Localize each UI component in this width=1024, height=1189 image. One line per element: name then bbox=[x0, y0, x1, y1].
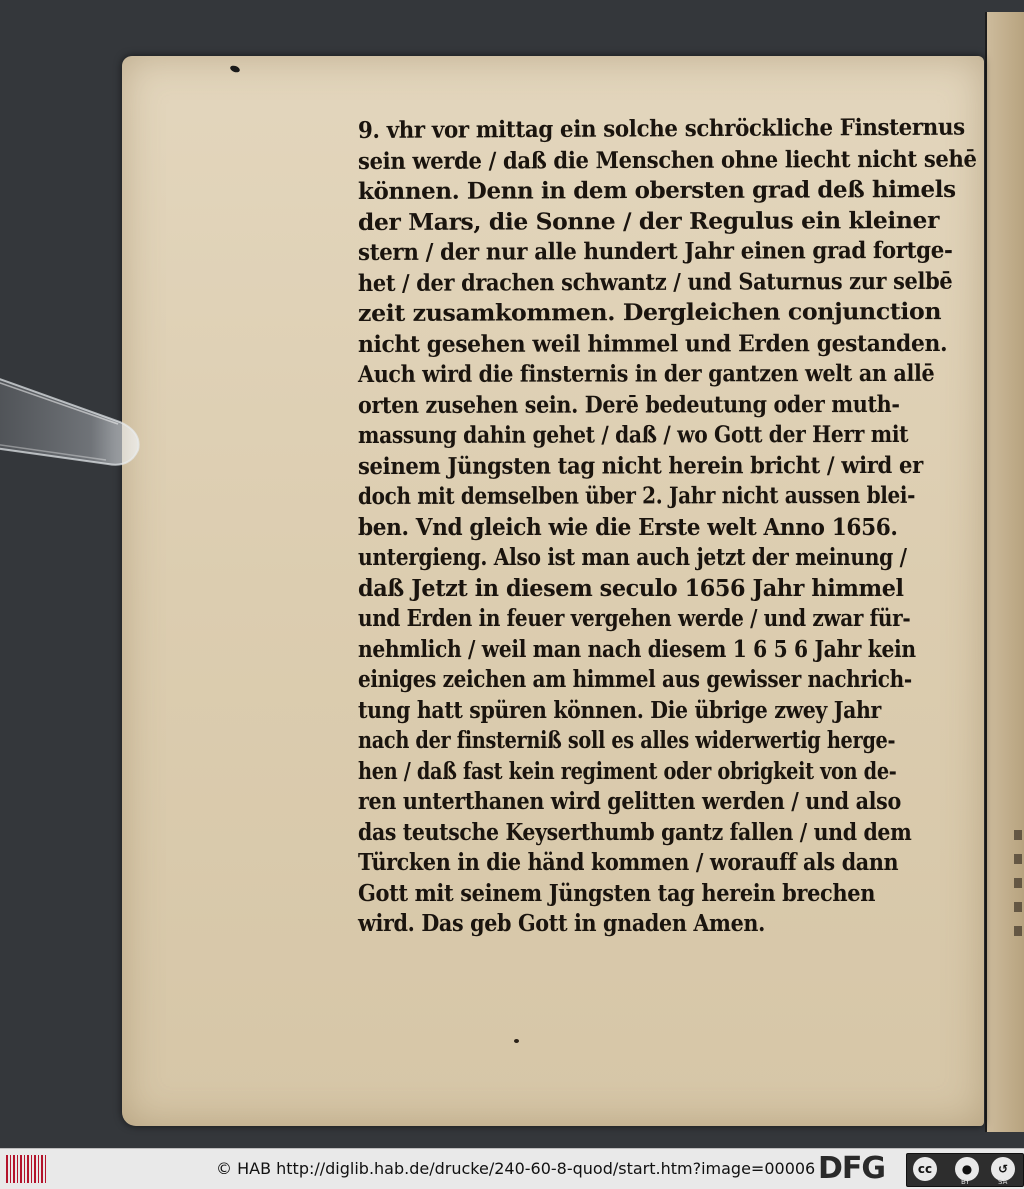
cc-license-badge[interactable] bbox=[906, 1153, 1024, 1187]
text-line: daß Jetzt in diesem seculo 1656 Jahr himmel bbox=[358, 574, 904, 602]
text-line: sein werde / daß die Menschen ohne liecht nicht sehē bbox=[357, 145, 977, 175]
text-line: hen / daß fast kein regiment oder obrigkeit von de- bbox=[358, 757, 897, 785]
text-line: ren unterthanen wird gelitten werden / und also bbox=[358, 788, 901, 815]
text-line: einiges zeichen am himmel aus gewisser nachrich- bbox=[358, 666, 912, 693]
text-line: tung hatt spüren können. Die übrige zwey Jahr bbox=[358, 696, 881, 724]
dfg-logo: DFG bbox=[818, 1151, 886, 1186]
text-line: zeit zusamkommen. Dergleichen conjunction bbox=[357, 298, 942, 327]
text-line: Gott mit seinem Jüngsten tag herein brechen bbox=[358, 879, 876, 907]
cc-icon: cc bbox=[913, 1157, 937, 1181]
ink-speck bbox=[514, 1039, 519, 1043]
text-line: der Mars, die Sonne / der Regulus ein kleiner bbox=[357, 206, 940, 236]
text-line: doch mit demselben über 2. Jahr nicht aussen blei- bbox=[357, 481, 916, 510]
text-line: orten zusehen sein. Derē bedeutung oder muth- bbox=[357, 390, 900, 419]
page-text bbox=[357, 113, 977, 940]
by-label: BY bbox=[961, 1178, 970, 1186]
text-line: untergieng. Also ist man auch jetzt der meinung / bbox=[358, 544, 907, 571]
text-line: Türcken in die händ kommen / worauff als dann bbox=[358, 849, 899, 876]
ink-speck bbox=[229, 64, 240, 73]
text-line: seinem Jüngsten tag nicht herein bricht / wird er bbox=[357, 451, 923, 480]
library-barcode-icon bbox=[6, 1155, 48, 1183]
text-line: het / der drachen schwantz / und Saturnus zur selbē bbox=[357, 267, 953, 297]
by-person-icon: ● bbox=[955, 1157, 979, 1181]
text-line: 9. vhr vor mittag ein solche schröckliche Finsternus bbox=[357, 113, 965, 144]
adjacent-page-edge bbox=[985, 12, 1024, 1132]
sa-label: SA bbox=[998, 1178, 1008, 1186]
text-line: nehmlich / weil man nach diesem 1 6 5 6 Jahr kein bbox=[358, 635, 916, 663]
text-line: ben. Vnd gleich wie die Erste welt Anno 1656. bbox=[358, 513, 898, 541]
text-line: nach der finsterniß soll es alles widerwertig herge- bbox=[358, 727, 896, 754]
text-line: das teutsche Keyserthumb gantz fallen / und dem bbox=[358, 818, 912, 846]
share-alike-icon: ↺ bbox=[991, 1157, 1015, 1181]
text-line: Auch wird die finsternis in der gantzen welt an allē bbox=[357, 359, 935, 388]
text-line: nicht gesehen weil himmel und Erden gestanden. bbox=[357, 329, 948, 358]
text-line: massung dahin gehet / daß / wo Gott der Herr mit bbox=[357, 420, 909, 449]
text-line: stern / der nur alle hundert Jahr einen grad fortge- bbox=[357, 236, 953, 266]
text-line: und Erden in feuer vergehen werde / und zwar für- bbox=[358, 605, 911, 632]
book-page bbox=[122, 56, 984, 1126]
source-credit-link[interactable]: © HAB http://diglib.hab.de/drucke/240-60-8-quod/start.htm?image=00006 bbox=[216, 1159, 816, 1178]
viewer-footer bbox=[0, 1148, 1024, 1189]
text-line: wird. Das geb Gott in gnaden Amen. bbox=[358, 910, 765, 937]
text-line: können. Denn in dem obersten grad deß himels bbox=[357, 175, 956, 205]
adjacent-page-ink bbox=[1014, 830, 1022, 950]
